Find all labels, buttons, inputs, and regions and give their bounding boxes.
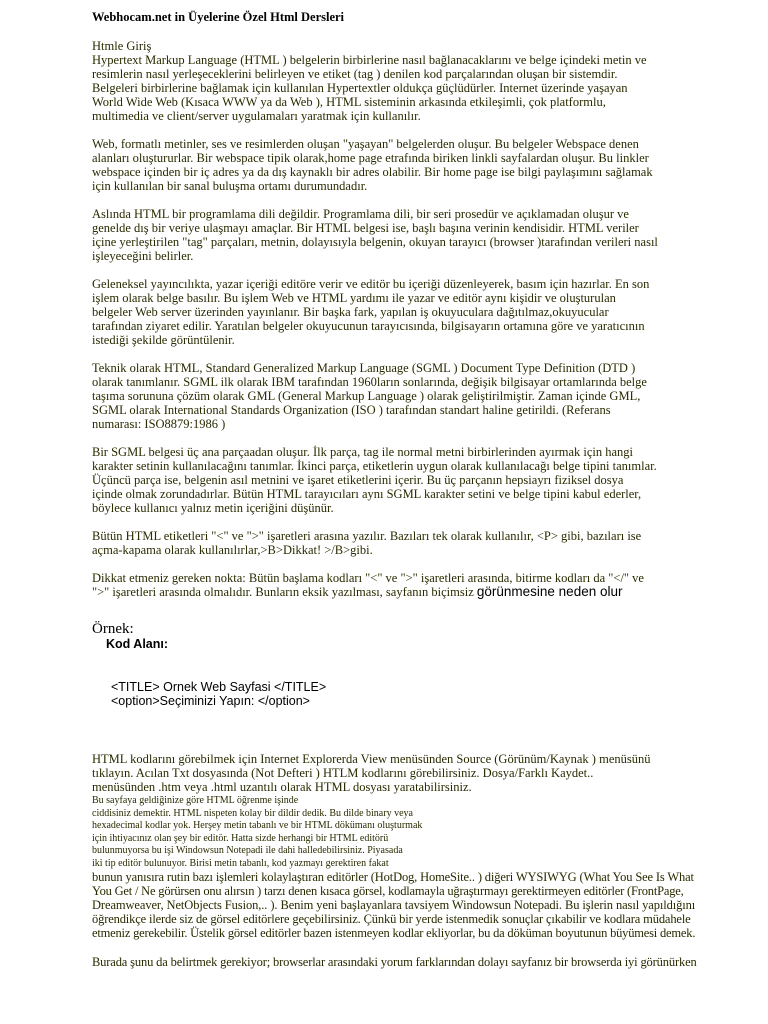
intro-line: Belgeleri birbirlerine bağlamak için kullanılan Hypertextler oldukça güçlüdürler. Internet üzerinde yaşayan [92,81,628,95]
text-line: belgeler Web server üzerinden yayınlanır. Bir başka fark, yapılan iş okuyuculara dağıtılmaz,okuyucular [92,305,609,319]
text-line: olarak tanımlanır. SGML ilk olarak IBM tarafından 1960ların sonlarında, değişik bilgisayar ortamlarında belge [92,375,647,389]
paragraph-tags [92,529,752,557]
text-line: tarafından ziyaret edilir. Yaratılan belgeler okuyucunun tarayıcısında, bilgisayarın ortamına göre ve yaratıcının [92,319,645,333]
small-line: bulunmuyorsa bu işi Windowsun Notepadi ile dahi halledebilirsiniz. Piyasada [92,845,403,857]
code-line: <option>Seçiminizi Yapın: </option> [111,694,310,708]
text-line: için kullanılan bir sanal buluşma ortamı durumundadır. [92,179,368,193]
text-line: Web, formatlı metinler, ses ve resimlerden oluşan "yaşayan" belgelerden oluşur. Bu belgeler Webspace denen [92,137,639,151]
small-line: Bu sayfaya geldiğinize göre HTML öğrenme işinde [92,795,299,806]
text-line: bunun yanısıra rutin bazı işlemleri kolaylaştıran editörler (HotDog, HomeSite.. ) diğeri WYSIWYG (What You See Is What [92,870,694,884]
text-line: taşıma sorununa çözüm olarak GML (General Markup Language ) olarak geliştirilmiştir. Zaman içinde GML, [92,389,641,403]
text-line: HTML kodlarını görebilmek için Internet Explorerda View menüsünden Source (Görünüm/Kaynak ) menüsünü [92,752,651,766]
text-line [92,585,752,599]
text-line: böylece kullanıcı yalnız metin içeriğini düşünür. [92,501,334,515]
text-line: istediği şekilde görüntülenir. [92,333,235,347]
text-line: karakter setinin kullanılacağını tanımlar. İkinci parça, etiketlerin uygun olarak kullanılacağı belge tipini tanımlar. [92,459,657,473]
paragraph-publishing [92,277,752,347]
text-line: içinde olmak zorundadırlar. Bütün HTML tarayıcıları aynı SGML karakter setini ve belge tipini kabul ederler, [92,487,642,501]
intro-line: resimlerin nasıl yerleşeceklerini belirleyen ve etiket (tag ) denilen kod parçalarından oluşan bir sistemdir. [92,67,618,81]
text-line: öğrendikçe ilerde siz de görsel editörlere geçebilirsiniz. Çünkü bir yerde istenmedik sonuçlar çıkabilir ve kodlara müdahele [92,912,691,926]
text-line: SGML olarak International Standards Organization (ISO ) tarafından standart haline getirildi. (Referans [92,403,611,417]
warning-text: ">" işaretleri arasında olmalıdır. Bunların eksik yazılması, sayfanın biçimsiz [92,585,477,599]
text-line: webspace içinden bir iç adres ya da dış kaynaklı bir adres olabilir. Bir home page ise bilgi paylaşımını sağlamak [92,165,653,179]
text-line: menüsünden .htm veya .html uzantılı olarak HTML dosyası yaratabilirsiniz. [92,780,472,794]
text-line: işlem olarak belge basılır. Bu işlem Web ve HTML yardımı ile yazar ve editör aynı kişidir ve oluşturulan [92,291,616,305]
intro-line: World Wide Web (Kısaca WWW ya da Web ), HTML sisteminin arkasında etkileşimli, çok platformlu, [92,95,606,109]
small-line: iki tip editör bulunuyor. Birisi metin tabanlı, kod yazmayı gerektiren fakat [92,857,389,869]
paragraph-editors [92,870,752,940]
paragraph-sgml [92,361,752,431]
small-line: için ihtiyacınız olan şey bir editör. Hatta sizde herhangi bir HTML editörü [92,832,389,844]
text-line: Teknik olarak HTML, Standard Generalized Markup Language (SGML ) Document Type Definition (DTD ) [92,361,636,375]
text-line: numarası: ISO8879:1986 ) [92,417,226,431]
code-line: <TITLE> Ornek Web Sayfasi </TITLE> [111,680,327,694]
example-heading: Örnek: [92,621,134,637]
small-line: hexadecimal kodlar yok. Herşey metin tabanlı ve bir HTML dökümanı oluşturmak [92,820,423,832]
paragraph-webspace [92,137,752,193]
text-line: açma-kapama olarak kullanılırlar,>B>Dikkat! >/B>gibi. [92,543,373,557]
intro-heading: Htmle Giriş [92,39,152,53]
text-line: Bütün HTML etiketleri "<" ve ">" işaretleri arasına yazılır. Bazıları tek olarak kullanılır, <P> gibi, bazıları ise [92,529,642,543]
text-line: Dreamweaver, NetObjects Fusion,.. ). Benim yeni başlayanlara tavsiyem Windowsun Notepadi. Bu işlerin nasıl yapıldığını [92,898,696,912]
paragraph-sgml-parts [92,445,752,515]
text-line: Bir SGML belgesi üç ana parçaadan oluşur. İlk parça, tag ile normal metni birbirlerinden ayırmak için hangi [92,445,634,459]
small-line: ciddisiniz demektir. HTML nispeten kolay bir dildir dedik. Bu dilde binary veya [92,807,413,819]
text-line: You Get / Ne görürsen onu alırsın ) tarzı denen kısaca görsel, kodlamayla uğraştırmayı gerektirmeyen editörler (FrontPage, [92,884,684,898]
paragraph-not-programming [92,207,752,263]
intro-line: multimedia ve client/server uygulamaları yaratmak için kullanılır. [92,109,421,123]
text-line: işleyeceğini belirler. [92,249,194,263]
intro-section [92,39,647,123]
text-line: Geleneksel yayıncılıkta, yazar içeriği editöre verir ve editör bu içeriği düzenleyerek, basım için hazırlar. En son [92,277,650,291]
text-line: Üçüncü parça ise, belgenin asıl metnini ve işaret etiketlerini içerir. Bu üç parçanın hepsiayrı fiziksel dosya [92,473,624,487]
text-line: etmeniz gerekebilir. Üstelik görsel editörler bazen istenmeyen kodlar ekliyorlar, bu da döküman boyutunun büyümesi demek. [92,926,696,940]
paragraph-view-source [92,752,752,794]
page-title: Webhocam.net in Üyelerine Özel Html Dersleri [92,10,345,24]
last-line: Burada şunu da belirtmek gerekiyor; browserlar arasındaki yorum farklarından dolayı sayfanız bir browserda iyi görünürken [92,955,697,969]
small-text-block [92,795,422,871]
paragraph-warning [92,571,752,599]
text-line: genelde dış bir veriye ulaşmayı amaçlar. Bir HTML belgesi ise, başlı başına verinin kendisidir. HTML veriler [92,221,639,235]
text-line: tıklayın. Acılan Txt dosyasında (Not Defteri ) HTLM kodlarını görebilirsiniz. Dosya/Farklı Kaydet.. [92,766,594,780]
text-line: alanları oluştururlar. Bir webspace tipik olarak,home page etrafında biriken linkli sayfalardan oluşur. Bu linkler [92,151,649,165]
intro-line: Hypertext Markup Language (HTML ) belgelerin birbirlerine nasıl bağlanacaklarını ve belge içindeki metin ve [92,53,647,67]
text-line: Aslında HTML bir programlama dili değildir. Programlama dili, bir seri prosedür ve açıklamadan oluşur ve [92,207,629,221]
code-area-label: Kod Alanı: [106,637,169,651]
text-line: Dikkat etmeniz gereken nokta: Bütün başlama kodları "<" ve ">" işaretleri arasında, bitirme kodları da "</" ve [92,571,644,585]
text-line: içine yerleştirilen "tag" parçaları, metnin, dolayısıyla belgenin, okuyan tarayıcı (browser )tarafından verileri nasıl [92,235,658,249]
warning-text-large: görünmesine neden olur [476,584,623,599]
